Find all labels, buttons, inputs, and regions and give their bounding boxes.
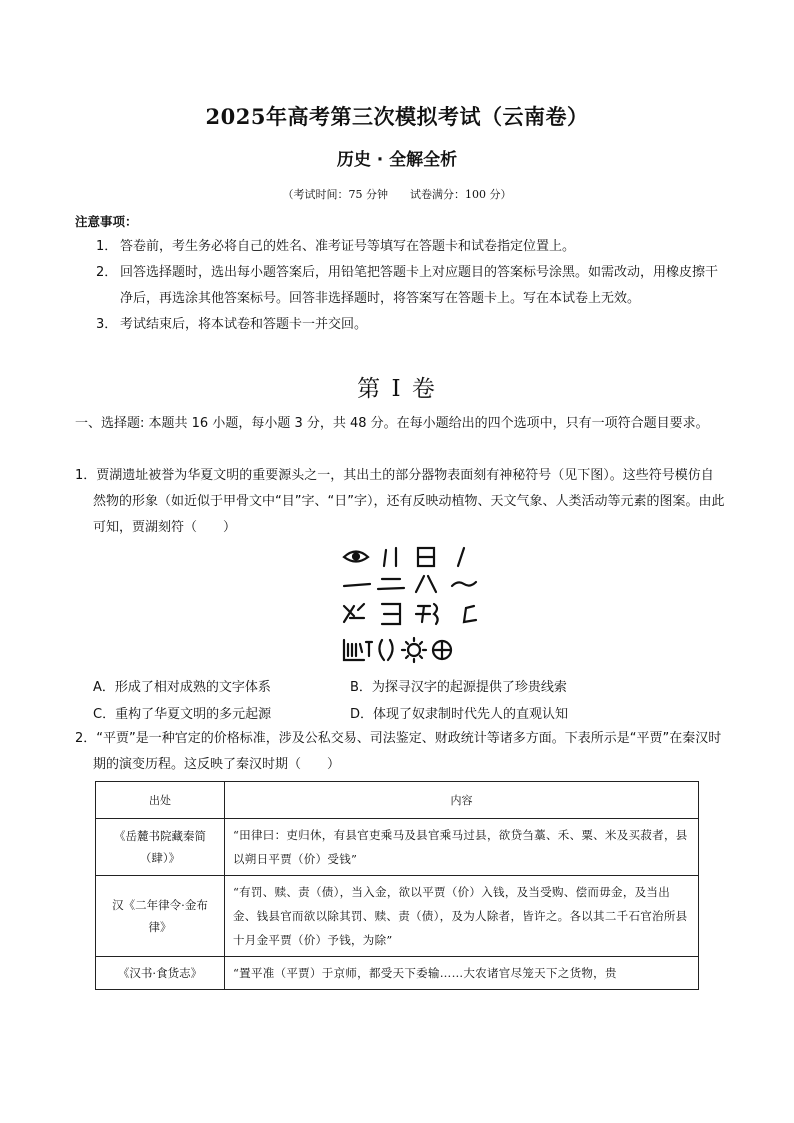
- row-content: “置平准（平贾）于京师，都受天下委输……大农诸官尽笼天下之货物，贵: [225, 957, 699, 990]
- one-symbol: [344, 584, 370, 586]
- double-stroke-symbol: [384, 548, 396, 566]
- notice-item-number: 1．: [96, 239, 118, 254]
- notice-item-number: 2．: [96, 265, 118, 280]
- option-a[interactable]: A．形成了相对成熟的文字体系: [93, 680, 271, 695]
- crossed-symbol: [344, 604, 364, 622]
- row-source: 《岳麓书院藏秦简（肆）》: [96, 819, 225, 876]
- notice-item: [96, 234, 726, 260]
- question-1: [75, 463, 725, 541]
- notice-item-text: 考试结束后，将本试卷和答题卡一并交回。: [120, 317, 368, 332]
- source-table: [95, 781, 699, 990]
- exam-info: [0, 186, 794, 202]
- option-c[interactable]: C．重构了华夏文明的多元起源: [93, 707, 272, 722]
- notice-item-text: 回答选择题时，选出每小题答案后，用铅笔把答题卡上对应题目的答案标号涂黑。如需改动，用橡皮擦干净后，再选涂其他答案标号。回答非选择题时，将答案写在答题卡上。写在本试卷上无效。: [120, 265, 719, 306]
- sickle-symbol: [379, 640, 392, 660]
- header-source: 出处: [96, 782, 225, 819]
- hand-symbol: [382, 604, 400, 624]
- eye-symbol: [344, 552, 368, 562]
- two-symbol: [378, 579, 404, 589]
- notice-item: [96, 260, 726, 312]
- plant-symbol: [416, 604, 438, 624]
- notice-list: [96, 234, 726, 338]
- notice-item-number: 3．: [96, 317, 118, 332]
- wave-symbol: [452, 582, 476, 586]
- single-stroke-symbol: [458, 548, 464, 566]
- table-row: [96, 957, 699, 990]
- hook-symbol: [464, 606, 476, 622]
- notice-item-text: 答卷前，考生务必将自己的姓名、准考证号等填写在答题卡和试卷指定位置上。: [120, 239, 576, 254]
- question-1-text: 1．贾湖遗址被誉为华夏文明的重要源头之一，其出土的部分器物表面刻有神秘符号（见下图）。这些符号模仿自然物的形象（如近似于甲骨文中“目”字、“日”字），还有反映动植物、天文气象、人类活动等元素的图案。由此可知，贾湖刻符（ ）: [75, 468, 725, 535]
- eight-symbol: [416, 576, 436, 592]
- sun-symbol: [402, 638, 426, 662]
- table-row: [96, 819, 699, 876]
- section-intro: 一、选择题: 本题共 16 小题，每小题 3 分，共 48 分。在每小题给出的四个选项中，只有一项符合题目要求。: [75, 416, 709, 431]
- row-content: “田律曰：吏归休，有县官吏乘马及县官乘马过县，欲贷刍藁、禾、粟、米及买菽者，县以朔日平贾（价）受钱”: [225, 819, 699, 876]
- circle-cross-symbol: [433, 641, 451, 659]
- jiahu-symbols-figure: [338, 544, 488, 669]
- table-row: [96, 876, 699, 957]
- page-subtitle: 历史 · 全解全析: [336, 150, 458, 170]
- full-score: 试卷满分：100 分）: [410, 188, 512, 201]
- notice-heading: 注意事项：: [75, 214, 138, 229]
- part-title: 第 I 卷: [357, 376, 437, 402]
- question-2: [75, 726, 725, 778]
- header-content: 内容: [225, 782, 699, 819]
- box-symbol: [418, 548, 434, 566]
- question-2-text: 2．“平贾”是一种官定的价格标准，涉及公私交易、司法鉴定、财政统计等诸多方面。下表所示是“平贾”在秦汉时期的演变历程。这反映了秦汉时期（ ）: [75, 731, 722, 772]
- comb-symbol: [344, 640, 372, 660]
- row-content: “有罚、赎、责（债），当入金，欲以平贾（价）入钱，及当受购、偿而毋金，及当出金、钱县官而欲以除其罚、赎、责（债），及为人除者，皆许之。各以其二千石官治所县十月金平贾（价）予钱，为除”: [225, 876, 699, 957]
- option-d[interactable]: D．体现了奴隶制时代先人的直观认知: [350, 707, 569, 722]
- notice-item: [96, 312, 726, 338]
- option-b[interactable]: B．为探寻汉字的起源提供了珍贵线索: [350, 680, 567, 695]
- exam-time: （考试时间：75 分钟: [282, 188, 388, 201]
- table-header-row: [96, 782, 699, 819]
- row-source: 汉《二年律令·金布律》: [96, 876, 225, 957]
- page-title: 2025年高考第三次模拟考试（云南卷）: [205, 104, 589, 129]
- row-source: 《汉书·食货志》: [96, 957, 225, 990]
